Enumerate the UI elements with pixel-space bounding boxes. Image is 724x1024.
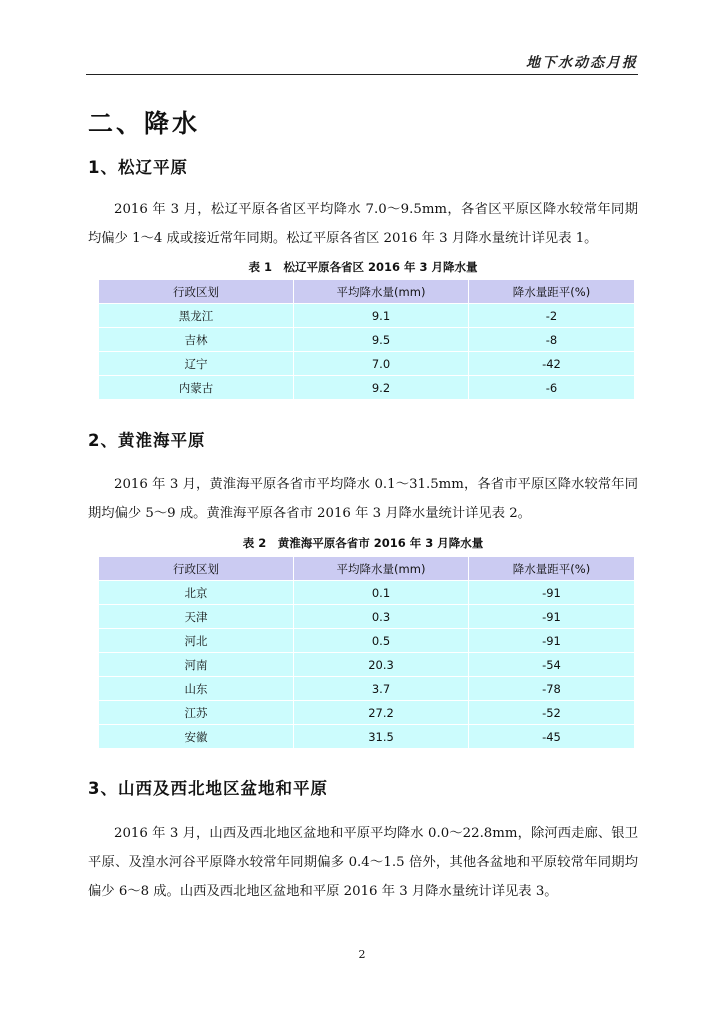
table-row [99,701,635,725]
region-cell: 山东 [99,677,294,701]
subsection-title-shanxi-northwest: 3、山西及西北地区盆地和平原 [88,779,328,798]
table-caption-1: 表 1 松辽平原各省区 2016 年 3 月降水量 [248,260,478,274]
avg-precip-cell: 31.5 [294,725,469,749]
table-row [99,328,635,352]
precipitation-table-1 [98,279,635,400]
table-row [99,376,635,400]
table-row [99,304,635,328]
avg-precip-cell: 7.0 [294,352,469,376]
anomaly-cell: -91 [469,581,635,605]
table-header-row [99,280,635,304]
subsection-title-songliao: 1、松辽平原 [88,158,188,177]
header-title: 地下水动态月报 [526,55,638,71]
paragraph-huanghuaihai: 2016 年 3 月，黄淮海平原各省市平均降水 0.1～31.5mm，各省市平原区降水较常年同期均偏少 5～9 成。黄淮海平原各省市 2016 年 3 月降水量统计详见表 2。 [88,477,638,521]
table-row [99,653,635,677]
anomaly-cell: -91 [469,629,635,653]
table-caption-2: 表 2 黄淮海平原各省市 2016 年 3 月降水量 [242,536,484,550]
table-row [99,677,635,701]
avg-precip-cell: 20.3 [294,653,469,677]
avg-precip-cell: 3.7 [294,677,469,701]
column-header-region: 行政区划 [99,280,294,304]
avg-precip-cell: 9.2 [294,376,469,400]
anomaly-cell: -91 [469,605,635,629]
column-header-anomaly: 降水量距平(%) [469,557,635,581]
column-header-avg-precip: 平均降水量(mm) [294,557,469,581]
anomaly-cell: -42 [469,352,635,376]
column-header-region: 行政区划 [99,557,294,581]
anomaly-cell: -52 [469,701,635,725]
region-cell: 辽宁 [99,352,294,376]
column-header-avg-precip: 平均降水量(mm) [294,280,469,304]
anomaly-cell: -6 [469,376,635,400]
region-cell: 河北 [99,629,294,653]
column-header-anomaly: 降水量距平(%) [469,280,635,304]
page-number: 2 [358,948,366,961]
subsection-title-huanghuaihai: 2、黄淮海平原 [88,431,206,450]
avg-precip-cell: 9.5 [294,328,469,352]
avg-precip-cell: 0.1 [294,581,469,605]
region-cell: 安徽 [99,725,294,749]
avg-precip-cell: 9.1 [294,304,469,328]
table-row [99,725,635,749]
anomaly-cell: -78 [469,677,635,701]
table-row [99,581,635,605]
avg-precip-cell: 0.5 [294,629,469,653]
precipitation-table-2 [98,556,635,749]
table-header-row [99,557,635,581]
region-cell: 北京 [99,581,294,605]
table-row [99,629,635,653]
anomaly-cell: -8 [469,328,635,352]
paragraph-songliao: 2016 年 3 月，松辽平原各省区平均降水 7.0～9.5mm，各省区平原区降水较常年同期均偏少 1～4 成或接近常年同期。松辽平原各省区 2016 年 3 月降水量统计详见表 1。 [88,202,638,246]
table-row [99,352,635,376]
region-cell: 河南 [99,653,294,677]
anomaly-cell: -2 [469,304,635,328]
region-cell: 黑龙江 [99,304,294,328]
region-cell: 天津 [99,605,294,629]
avg-precip-cell: 0.3 [294,605,469,629]
region-cell: 江苏 [99,701,294,725]
avg-precip-cell: 27.2 [294,701,469,725]
region-cell: 内蒙古 [99,376,294,400]
table-row [99,605,635,629]
section-title: 二、降水 [88,109,201,138]
region-cell: 吉林 [99,328,294,352]
anomaly-cell: -45 [469,725,635,749]
anomaly-cell: -54 [469,653,635,677]
header-rule [86,74,638,75]
paragraph-shanxi-northwest: 2016 年 3 月，山西及西北地区盆地和平原平均降水 0.0～22.8mm，除河西走廊、银卫平原、及湟水河谷平原降水较常年同期偏多 0.4～1.5 倍外，其他各盆地和平原较常年同期均偏少 6～8 成。山西及西北地区盆地和平原 2016 年 3 月降水量统计详见表 3。 [88,826,638,899]
